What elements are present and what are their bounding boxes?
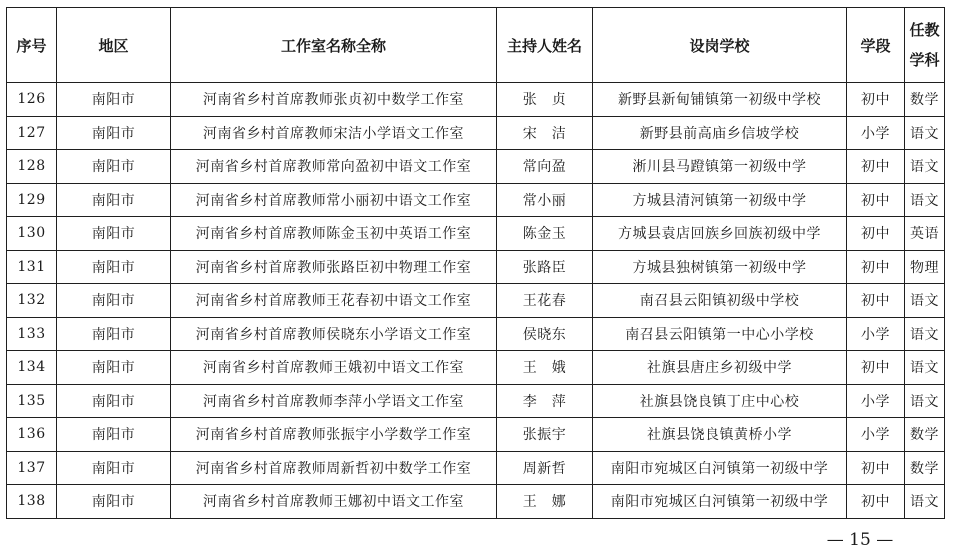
cell-subject: 语文 [905, 351, 945, 385]
cell-stage: 初中 [847, 150, 905, 184]
header-school: 设岗学校 [593, 8, 847, 83]
table-row [7, 351, 945, 385]
cell-stage: 初中 [847, 83, 905, 117]
header-region: 地区 [57, 8, 171, 83]
cell-region: 南阳市 [57, 83, 171, 117]
cell-seq: 127 [7, 116, 57, 150]
cell-host-name: 王 娜 [497, 485, 593, 519]
cell-school: 南召县云阳镇初级中学校 [593, 284, 847, 318]
table-row [7, 384, 945, 418]
cell-seq: 132 [7, 284, 57, 318]
cell-region: 南阳市 [57, 317, 171, 351]
cell-stage: 小学 [847, 317, 905, 351]
cell-region: 南阳市 [57, 418, 171, 452]
cell-stage: 初中 [847, 217, 905, 251]
table-row [7, 83, 945, 117]
cell-seq: 128 [7, 150, 57, 184]
cell-seq: 138 [7, 485, 57, 519]
cell-host-name: 李 萍 [497, 384, 593, 418]
cell-host-name: 张路臣 [497, 250, 593, 284]
cell-studio-name: 河南省乡村首席教师李萍小学语文工作室 [171, 384, 497, 418]
cell-host-name: 陈金玉 [497, 217, 593, 251]
cell-school: 南召县云阳镇第一中心小学校 [593, 317, 847, 351]
page-number: — 15 — [826, 530, 894, 550]
cell-seq: 131 [7, 250, 57, 284]
cell-stage: 小学 [847, 418, 905, 452]
cell-region: 南阳市 [57, 284, 171, 318]
cell-host-name: 常向盈 [497, 150, 593, 184]
table-row [7, 284, 945, 318]
cell-stage: 初中 [847, 250, 905, 284]
cell-host-name: 王 娥 [497, 351, 593, 385]
table-row [7, 250, 945, 284]
cell-stage: 初中 [847, 351, 905, 385]
table-row [7, 116, 945, 150]
cell-school: 社旗县饶良镇黄桥小学 [593, 418, 847, 452]
header-subject [905, 8, 945, 83]
cell-stage: 初中 [847, 284, 905, 318]
cell-studio-name: 河南省乡村首席教师常向盈初中语文工作室 [171, 150, 497, 184]
cell-region: 南阳市 [57, 351, 171, 385]
cell-school: 方城县清河镇第一初级中学 [593, 183, 847, 217]
table-header-row [7, 8, 945, 83]
cell-stage: 小学 [847, 116, 905, 150]
table-row [7, 485, 945, 519]
cell-host-name: 常小丽 [497, 183, 593, 217]
cell-stage: 初中 [847, 451, 905, 485]
cell-school: 方城县袁店回族乡回族初级中学 [593, 217, 847, 251]
cell-host-name: 宋 洁 [497, 116, 593, 150]
cell-host-name: 周新哲 [497, 451, 593, 485]
cell-subject: 语文 [905, 284, 945, 318]
table-row [7, 183, 945, 217]
cell-region: 南阳市 [57, 451, 171, 485]
header-seq: 序号 [7, 8, 57, 83]
cell-seq: 133 [7, 317, 57, 351]
cell-studio-name: 河南省乡村首席教师侯晓东小学语文工作室 [171, 317, 497, 351]
cell-studio-name: 河南省乡村首席教师张振宇小学数学工作室 [171, 418, 497, 452]
cell-school: 新野县新甸铺镇第一初级中学校 [593, 83, 847, 117]
cell-subject: 语文 [905, 150, 945, 184]
cell-seq: 137 [7, 451, 57, 485]
cell-region: 南阳市 [57, 250, 171, 284]
cell-region: 南阳市 [57, 485, 171, 519]
table-row [7, 418, 945, 452]
cell-studio-name: 河南省乡村首席教师周新哲初中数学工作室 [171, 451, 497, 485]
cell-studio-name: 河南省乡村首席教师宋洁小学语文工作室 [171, 116, 497, 150]
cell-school: 新野县前高庙乡信坡学校 [593, 116, 847, 150]
cell-subject: 数学 [905, 83, 945, 117]
header-stage: 学段 [847, 8, 905, 83]
cell-seq: 134 [7, 351, 57, 385]
cell-subject: 语文 [905, 317, 945, 351]
cell-school: 南阳市宛城区白河镇第一初级中学 [593, 485, 847, 519]
table-row [7, 317, 945, 351]
cell-studio-name: 河南省乡村首席教师常小丽初中语文工作室 [171, 183, 497, 217]
studio-table [6, 7, 945, 519]
cell-stage: 初中 [847, 183, 905, 217]
cell-subject: 数学 [905, 418, 945, 452]
cell-subject: 语文 [905, 183, 945, 217]
cell-seq: 136 [7, 418, 57, 452]
cell-school: 社旗县饶良镇丁庄中心校 [593, 384, 847, 418]
cell-subject: 语文 [905, 485, 945, 519]
cell-studio-name: 河南省乡村首席教师张路臣初中物理工作室 [171, 250, 497, 284]
cell-region: 南阳市 [57, 116, 171, 150]
cell-subject: 语文 [905, 384, 945, 418]
cell-school: 社旗县唐庄乡初级中学 [593, 351, 847, 385]
header-studio-name: 工作室名称全称 [171, 8, 497, 83]
cell-stage: 小学 [847, 384, 905, 418]
cell-subject: 英语 [905, 217, 945, 251]
cell-studio-name: 河南省乡村首席教师陈金玉初中英语工作室 [171, 217, 497, 251]
cell-region: 南阳市 [57, 384, 171, 418]
cell-studio-name: 河南省乡村首席教师王娥初中语文工作室 [171, 351, 497, 385]
cell-host-name: 张振宇 [497, 418, 593, 452]
table-row [7, 150, 945, 184]
cell-host-name: 王花春 [497, 284, 593, 318]
cell-subject: 语文 [905, 116, 945, 150]
table-body [7, 83, 945, 519]
cell-school: 淅川县马蹬镇第一初级中学 [593, 150, 847, 184]
header-host-name: 主持人姓名 [497, 8, 593, 83]
cell-seq: 135 [7, 384, 57, 418]
cell-studio-name: 河南省乡村首席教师王娜初中语文工作室 [171, 485, 497, 519]
table-row [7, 451, 945, 485]
cell-stage: 初中 [847, 485, 905, 519]
table-row [7, 217, 945, 251]
cell-studio-name: 河南省乡村首席教师王花春初中语文工作室 [171, 284, 497, 318]
cell-studio-name: 河南省乡村首席教师张贞初中数学工作室 [171, 83, 497, 117]
cell-school: 南阳市宛城区白河镇第一初级中学 [593, 451, 847, 485]
cell-region: 南阳市 [57, 217, 171, 251]
cell-host-name: 张 贞 [497, 83, 593, 117]
cell-host-name: 侯晓东 [497, 317, 593, 351]
header-subject-line1: 任教 [909, 21, 940, 39]
cell-subject: 物理 [905, 250, 945, 284]
cell-seq: 130 [7, 217, 57, 251]
cell-region: 南阳市 [57, 150, 171, 184]
cell-seq: 129 [7, 183, 57, 217]
cell-seq: 126 [7, 83, 57, 117]
cell-region: 南阳市 [57, 183, 171, 217]
cell-school: 方城县独树镇第一初级中学 [593, 250, 847, 284]
cell-subject: 数学 [905, 451, 945, 485]
header-subject-line2: 学科 [909, 51, 940, 69]
